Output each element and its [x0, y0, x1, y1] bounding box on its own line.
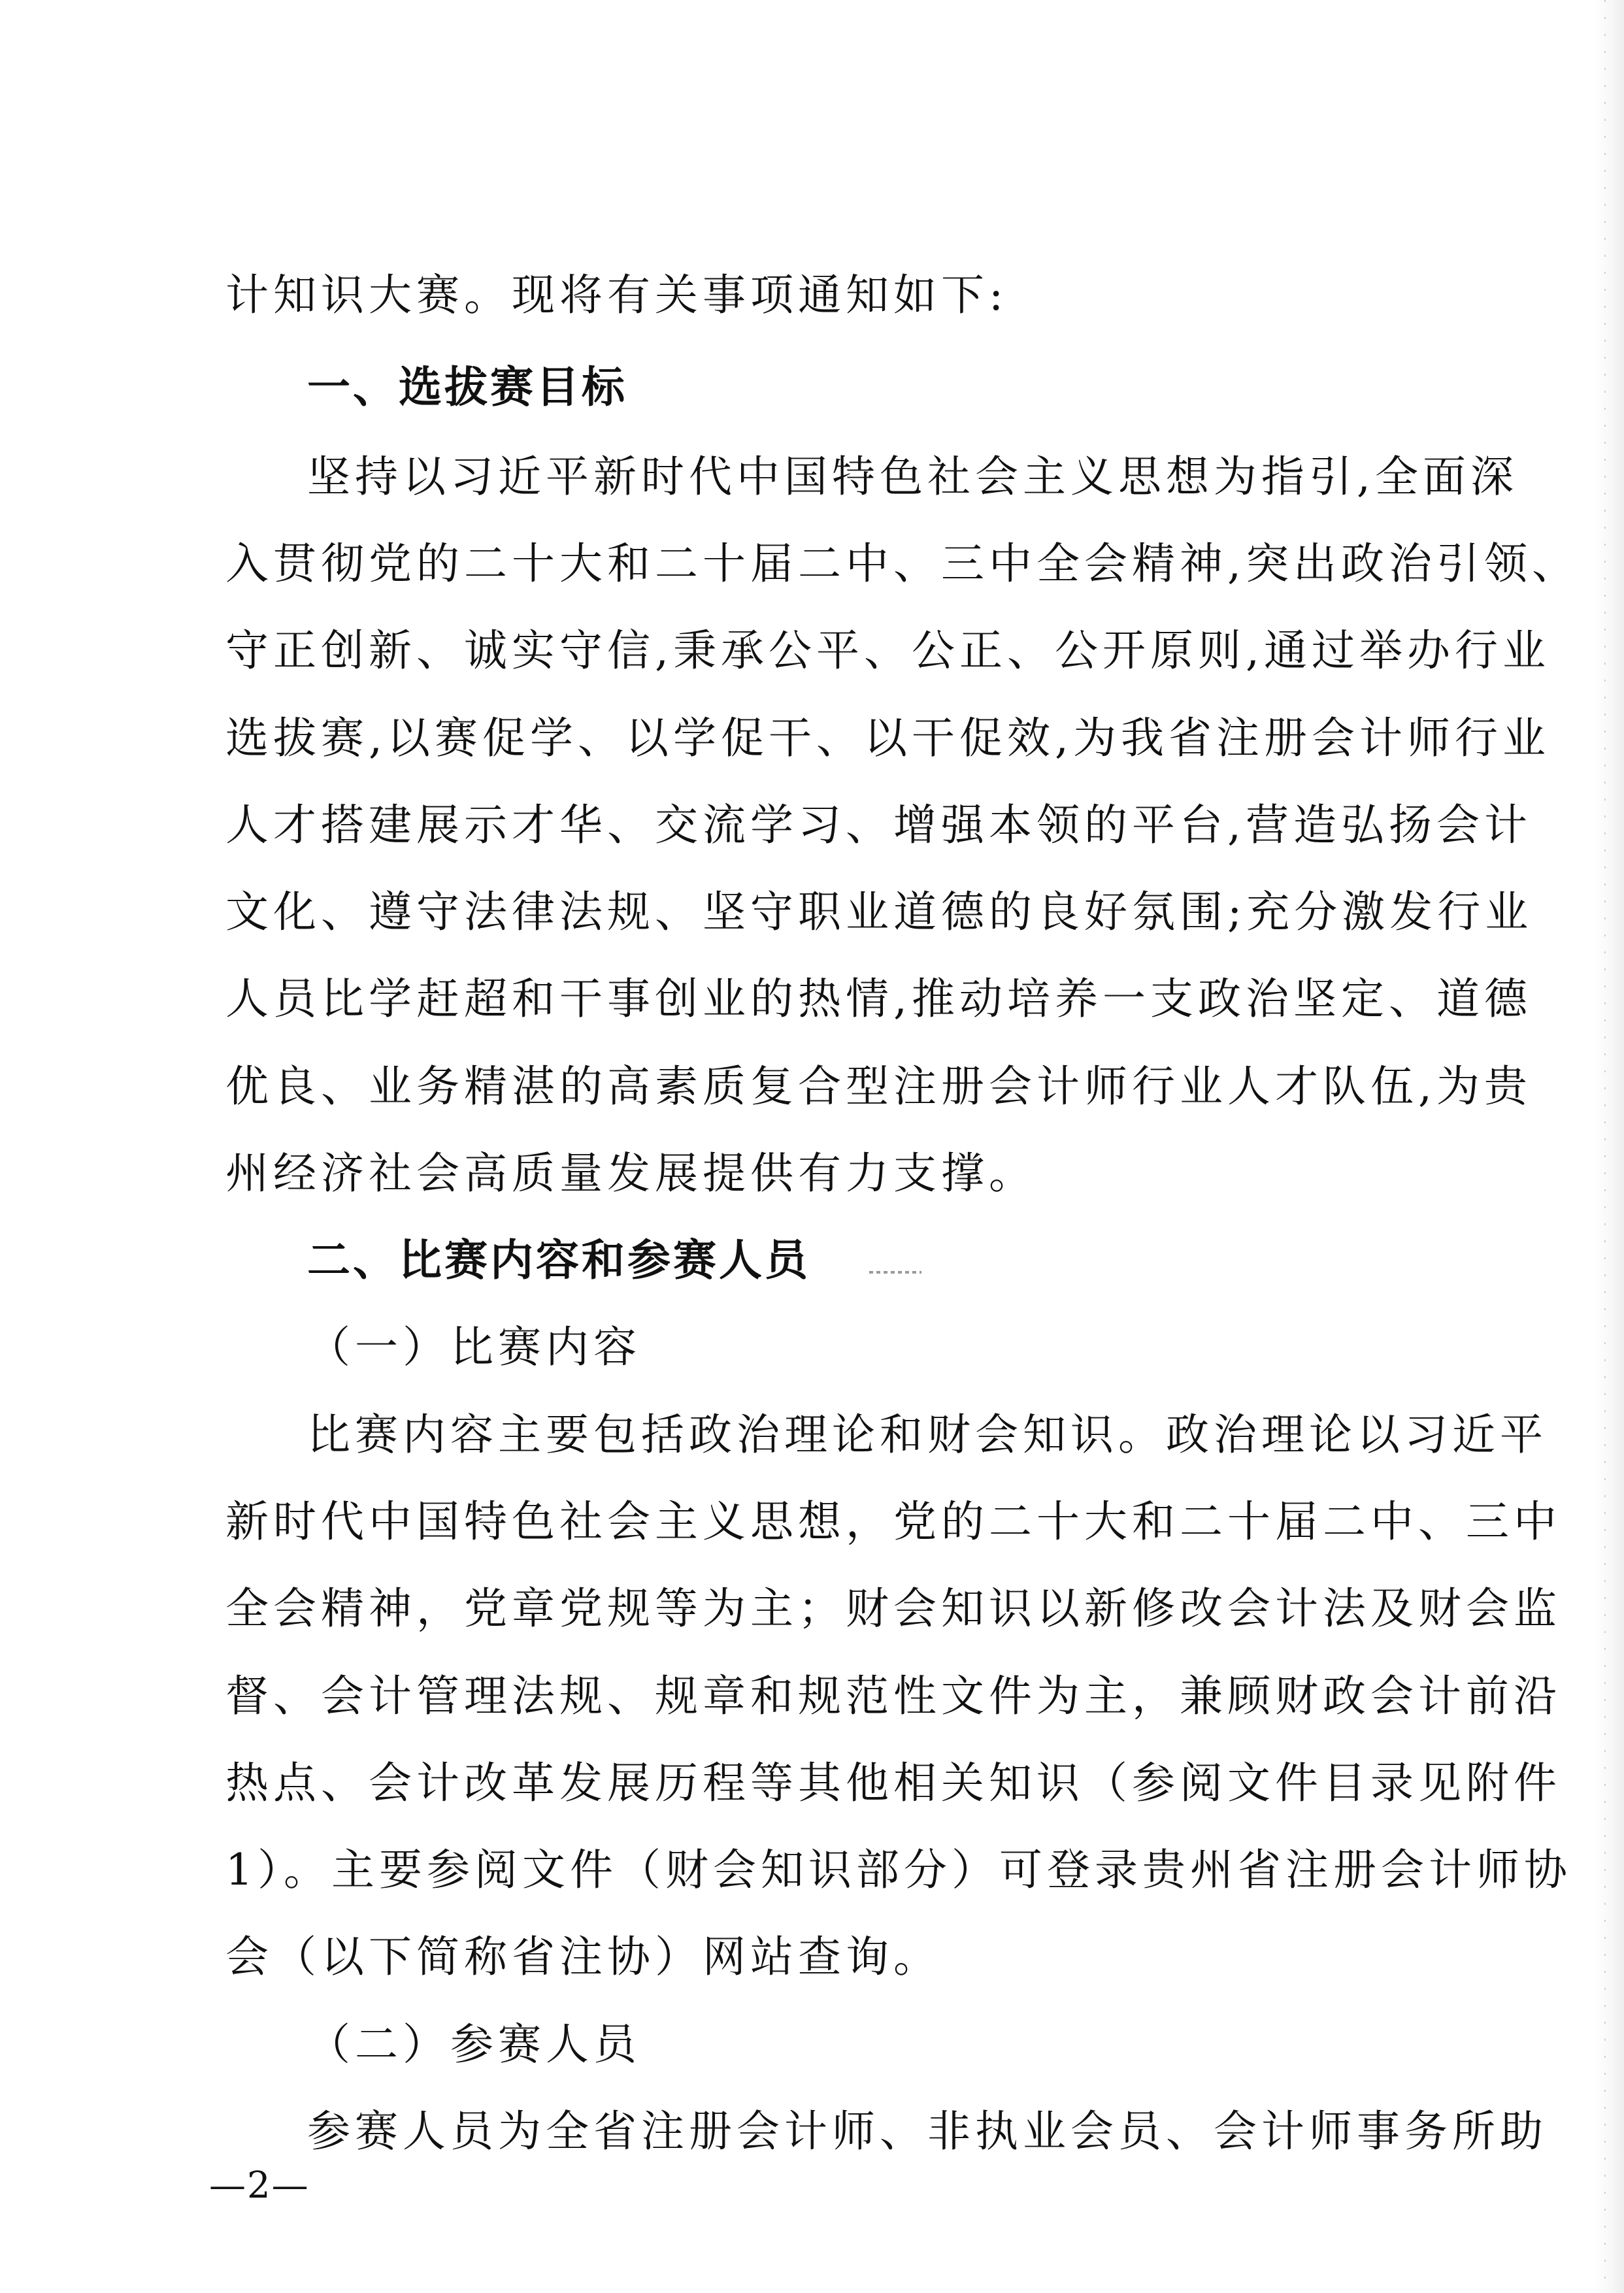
section-heading: 二、比赛内容和参赛人员: [307, 1235, 810, 1285]
body-line: 文化、遵守法律法规、坚守职业道德的良好氛围;充分激发行业: [225, 887, 1533, 937]
body-line: 州经济社会高质量发展提供有力支撑。: [225, 1148, 1036, 1198]
body-line: 选拔赛,以赛促学、以学促干、以干促效,为我省注册会计师行业: [225, 713, 1550, 763]
subsection-heading: （二）参赛人员: [307, 2019, 641, 2070]
scan-edge: [1594, 0, 1624, 2293]
scan-speck: [869, 1271, 921, 1274]
page-number: —2—: [209, 2164, 310, 2207]
body-line: 人员比学赶超和干事创业的热情,推动培养一支政治坚定、道德: [225, 974, 1532, 1024]
body-line: 计知识大赛。现将有关事项通知如下:: [225, 270, 1008, 320]
body-line: 热点、会计改革发展历程等其他相关知识（参阅文件目录见附件: [225, 1758, 1561, 1808]
body-line: 比赛内容主要包括政治理论和财会知识。政治理论以习近平: [307, 1410, 1548, 1460]
body-line: 优良、业务精湛的高素质复合型注册会计师行业人才队伍,为贵: [225, 1061, 1532, 1112]
body-line: 新时代中国特色社会主义思想，党的二十大和二十届二中、三中: [225, 1496, 1561, 1547]
body-line: 坚持以习近平新时代中国特色社会主义思想为指引,全面深: [307, 452, 1518, 502]
body-line: 全会精神，党章党规等为主；财会知识以新修改会计法及财会监: [225, 1583, 1561, 1634]
body-line: 会（以下简称省注协）网站查询。: [225, 1932, 941, 1982]
scan-edge-dots: [1604, 0, 1606, 2293]
body-line: 人才搭建展示才华、交流学习、增强本领的平台,营造弘扬会计: [225, 800, 1532, 850]
body-line: 督、会计管理法规、规章和规范性文件为主，兼顾财政会计前沿: [225, 1671, 1561, 1721]
body-line: 1）。主要参阅文件（财会知识部分）可登录贵州省注册会计师协: [225, 1845, 1572, 1895]
body-line: 守正创新、诚实守信,秉承公平、公正、公开原则,通过举办行业: [225, 625, 1550, 676]
section-heading: 一、选拔赛目标: [307, 362, 627, 412]
body-line: 入贯彻党的二十大和二十届二中、三中全会精神,突出政治引领、: [225, 538, 1580, 589]
subsection-heading: （一）比赛内容: [307, 1322, 641, 1372]
body-line: 参赛人员为全省注册会计师、非执业会员、会计师事务所助: [307, 2106, 1548, 2156]
